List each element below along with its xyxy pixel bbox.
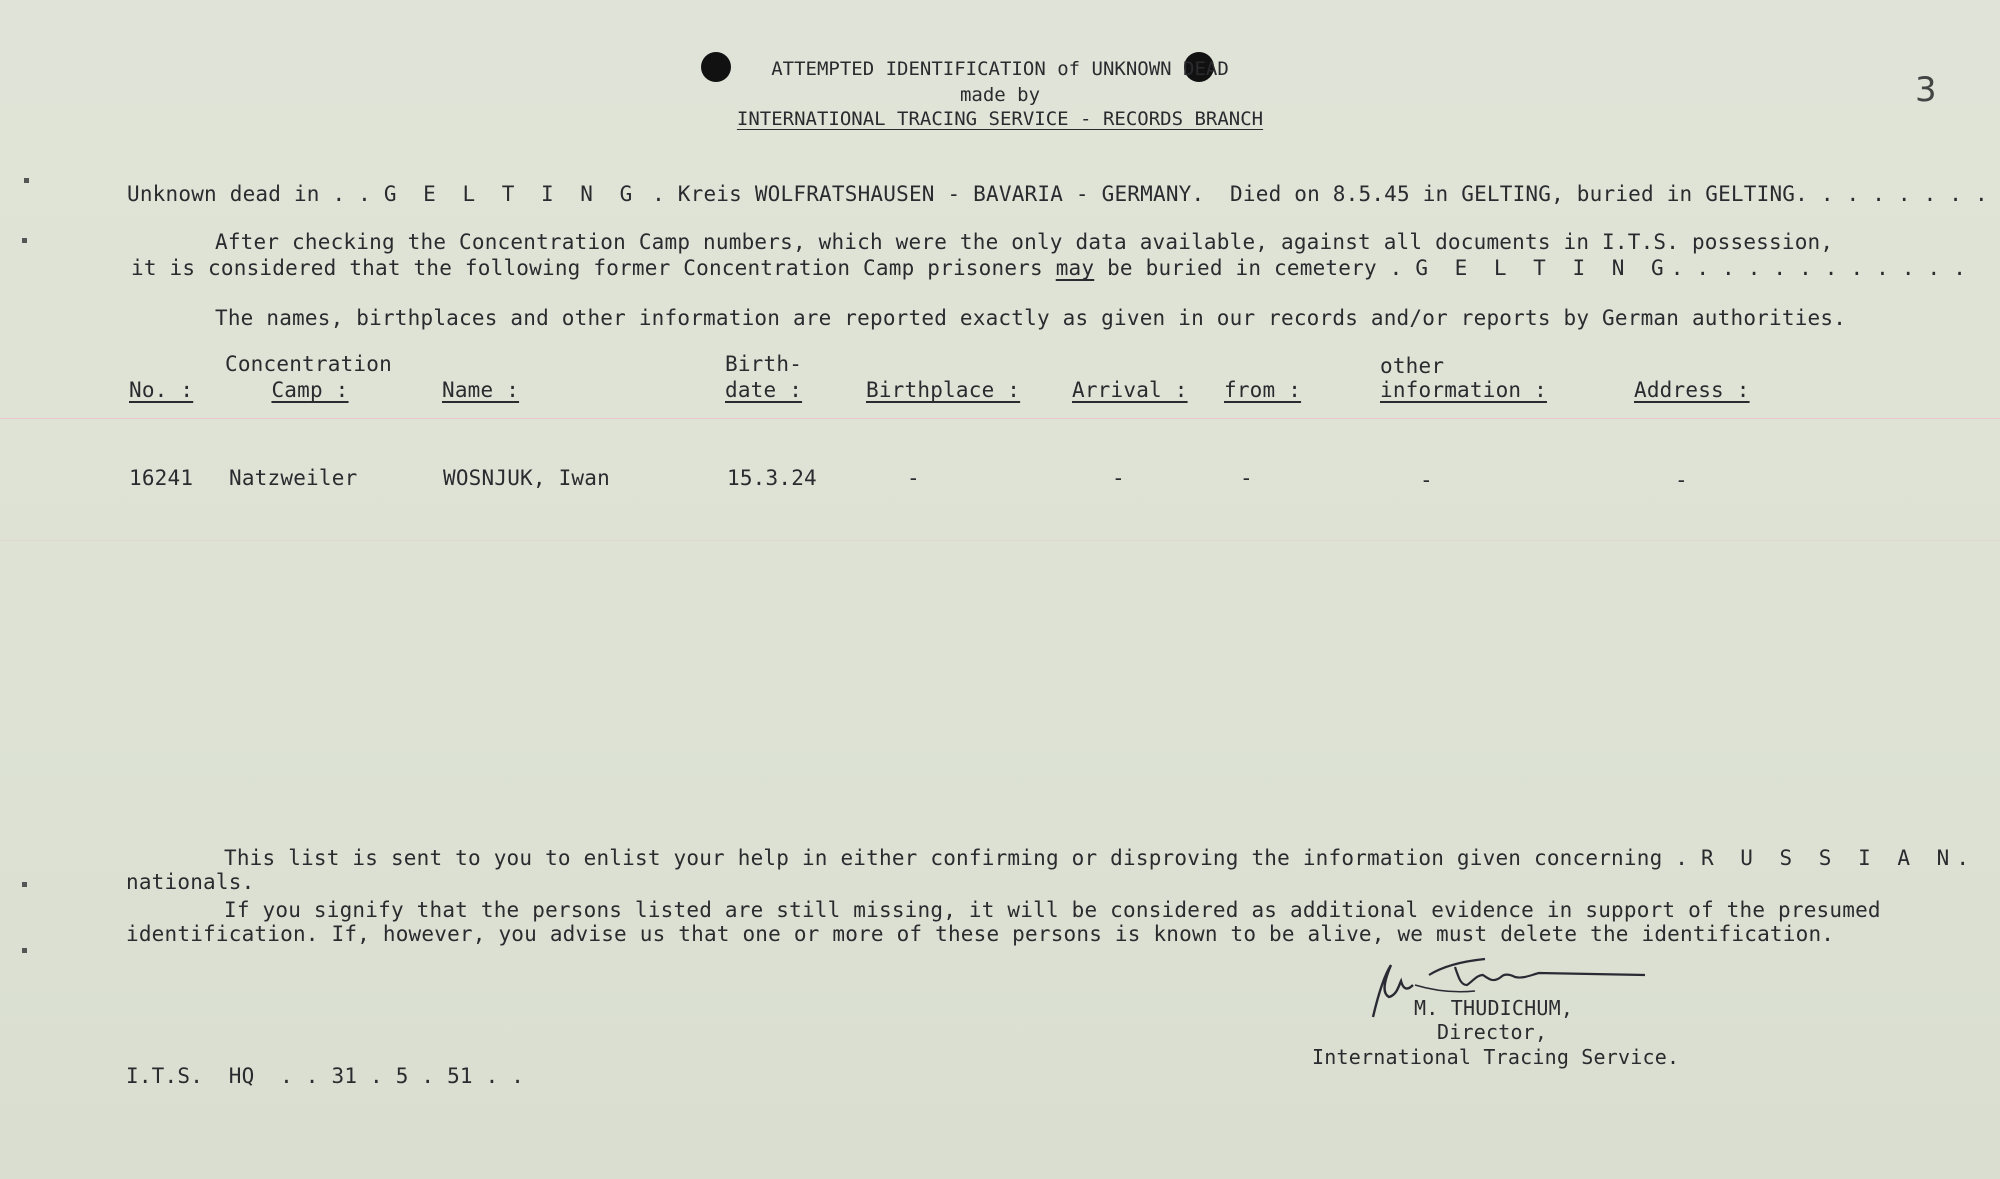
header-address: Address : (1634, 378, 1750, 402)
header-camp: Camp : (271, 378, 349, 402)
footer-date: . . 31 . 5 . 51 . . (280, 1064, 525, 1088)
cemetery-text: be buried in cemetery . (1107, 256, 1403, 280)
header-name: Name : (442, 378, 520, 402)
ruling-line (0, 540, 2000, 541)
names-note: The names, birthplaces and other information are reported exactly as given in our records and/or reports by German authorities. (215, 306, 1847, 330)
margin-mark (22, 882, 27, 887)
cell-other: - (1420, 468, 1433, 492)
cell-birthdate: 15.3.24 (727, 466, 817, 490)
hq-label: I.T.S. HQ (126, 1064, 255, 1088)
header-camp-top: Concentration (225, 352, 392, 376)
closing-line-4: identification. If, however, you advise us that one or more of these persons is known to be alive, we must delete the identification. (126, 922, 1835, 946)
margin-mark (22, 238, 27, 243)
header-other: information : (1380, 378, 1547, 402)
header-no: No. : (129, 378, 194, 402)
cell-name: WOSNJUK, Iwan (443, 466, 610, 490)
checking-paragraph-line-2 (131, 256, 1966, 280)
document-subtitle: made by (959, 84, 1041, 106)
signatory-organization: International Tracing Service. (1312, 1045, 1680, 1069)
signatory-name: M. THUDICHUM, (1414, 996, 1574, 1020)
margin-mark (24, 178, 29, 183)
cell-from: - (1240, 466, 1253, 490)
document-title: ATTEMPTED IDENTIFICATION of UNKNOWN DEAD (771, 58, 1229, 80)
cell-address: - (1675, 468, 1688, 492)
cell-arrival: - (1112, 466, 1125, 490)
header-arrival: Arrival : (1072, 378, 1188, 402)
place-name: G E L T I N G (383, 182, 640, 206)
checking-text: it is considered that the following former Concentration Camp prisoners (131, 256, 1043, 280)
issuing-organization: INTERNATIONAL TRACING SERVICE - RECORDS BRANCH (736, 108, 1264, 130)
cell-camp: Natzweiler (229, 466, 358, 490)
margin-mark (22, 948, 27, 953)
closing-line-3: If you signify that the persons listed are still missing, it will be considered as additional evidence in support of the presumed (224, 898, 1881, 922)
page-number: 3 (1915, 70, 1937, 110)
checking-paragraph-line-1: After checking the Concentration Camp numbers, which were the only data available, against all documents in I.T.S. possession, (215, 230, 1834, 254)
header-from: from : (1224, 378, 1302, 402)
closing-text: This list is sent to you to enlist your help in either confirming or disproving the information given concerning . (224, 846, 1689, 870)
death-burial-info: Died on 8.5.45 in GELTING, buried in GELTING. (1230, 182, 1808, 206)
nationality: R U S S I A N (1700, 846, 1957, 870)
closing-line-2: nationals. (126, 870, 255, 894)
unknown-dead-line (127, 182, 1988, 206)
header-birthdate-top: Birth- (725, 352, 803, 376)
closing-line-1: This list is sent to you to enlist your help in either confirming or disproving the information given concerning . R U S S I A N. (224, 846, 1970, 870)
cemetery-name: G E L T I N G (1415, 256, 1671, 280)
footer-line (126, 1064, 524, 1088)
place-detail: . Kreis WOLFRATSHAUSEN - BAVARIA - GERMANY. (652, 182, 1205, 206)
leader-dots: . . . . . . . . . . . . (1670, 256, 1967, 280)
may-underlined: may (1055, 256, 1095, 280)
header-birthplace: Birthplace : (866, 378, 1021, 402)
signatory-title: Director, (1437, 1020, 1548, 1044)
header-other-top: other (1380, 354, 1445, 378)
unknown-dead-label: Unknown dead in . . (127, 182, 372, 206)
cell-birthplace: - (907, 466, 920, 490)
header-birthdate: date : (725, 378, 803, 402)
cell-no: 16241 (129, 466, 194, 490)
leader-dots: . . . . . . . (1820, 182, 1988, 206)
ruling-line (0, 418, 2000, 419)
